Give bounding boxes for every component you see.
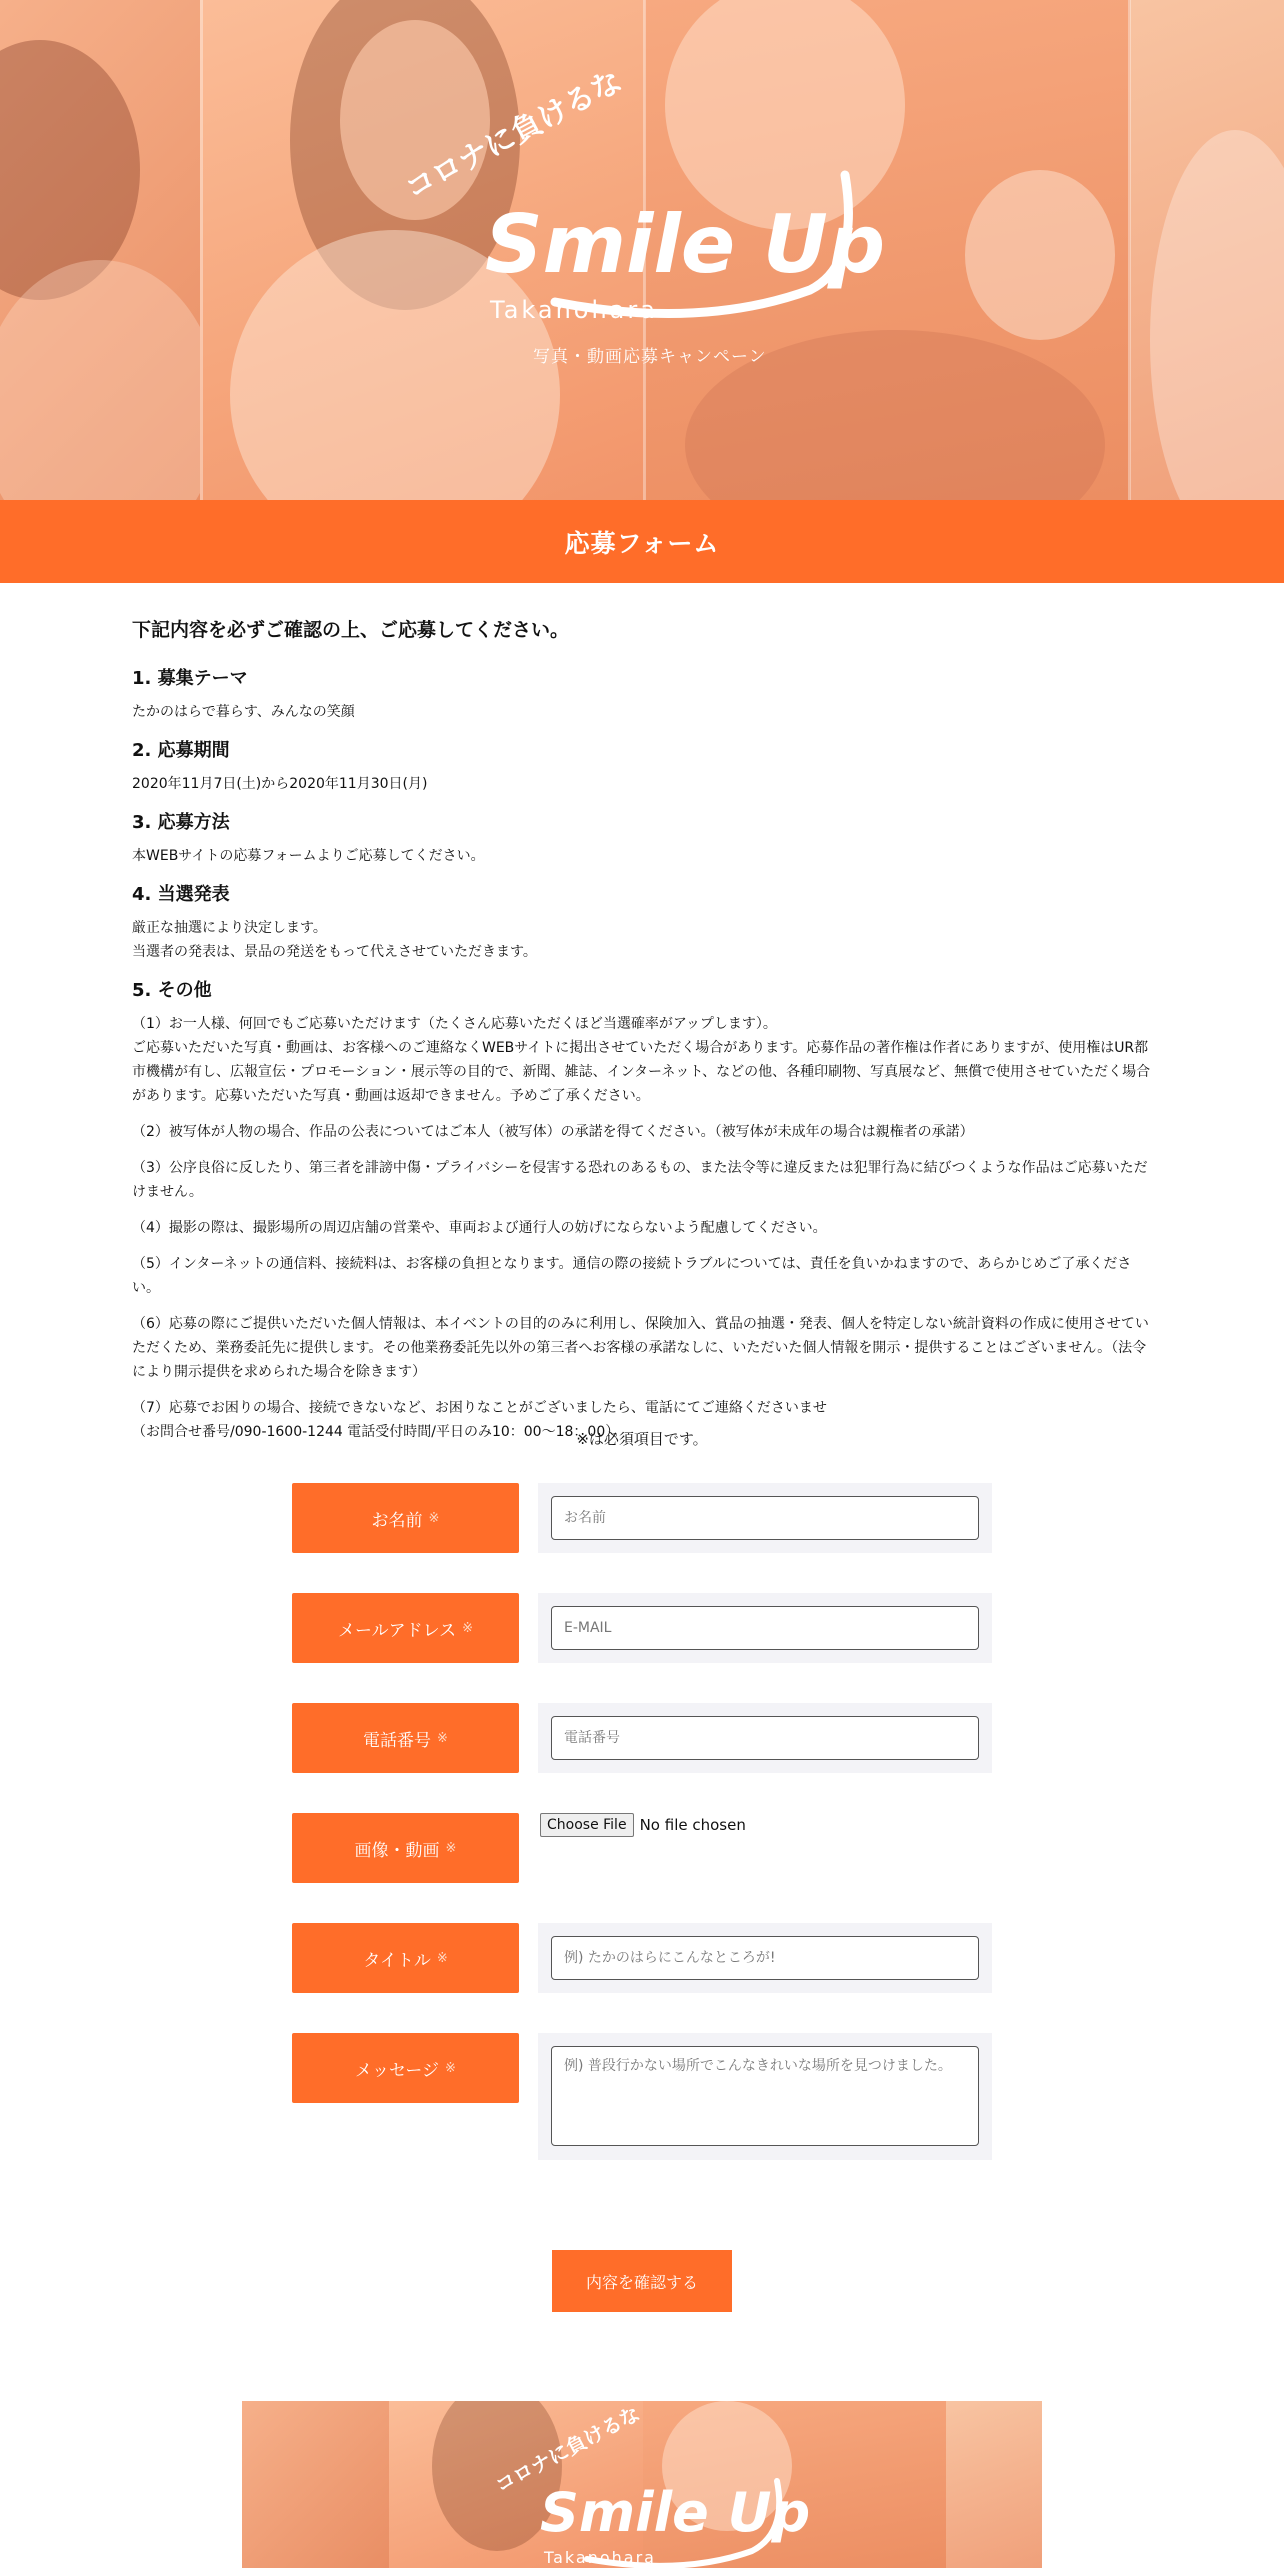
field-label-email xyxy=(292,1593,519,1663)
other-item: （7）応募でお困りの場合、接続できないなど、お困りなことがございましたら、電話にてご連絡くださいませ xyxy=(132,1400,827,1416)
other-item: （5）インターネットの通信料、接続料は、お客様の負担となります。通信の際の接続トラブルについては、責任を負いかねますので、あらかじめご了承ください。 xyxy=(132,1256,1132,1296)
field-box-name xyxy=(538,1483,992,1553)
field-label-title xyxy=(292,1923,519,1993)
label-text: お名前 xyxy=(371,1510,423,1531)
file-upload xyxy=(540,1813,746,1837)
section-heading: 4. 当選発表 xyxy=(132,884,230,905)
footer-banner-image xyxy=(242,2401,1042,2568)
required-mark: ※ xyxy=(428,1510,440,1526)
field-box-message xyxy=(538,2033,992,2160)
section-heading: 3. 応募方法 xyxy=(132,812,230,833)
confirm-submit-button[interactable]: 内容を確認する xyxy=(552,2250,732,2312)
section-text: 厳正な抽選により決定します。 xyxy=(132,920,327,936)
file-status: No file chosen xyxy=(639,1816,746,1834)
section-text: 本WEBサイトの応募フォームよりご応募してください。 xyxy=(132,848,485,864)
required-mark: ※ xyxy=(437,1730,448,1746)
choose-file-button[interactable]: Choose File xyxy=(540,1813,634,1837)
phone-input[interactable] xyxy=(551,1716,979,1760)
message-textarea[interactable] xyxy=(551,2046,979,2146)
terms-section xyxy=(132,583,1152,1444)
logo-main-text: Smile Up xyxy=(485,198,886,291)
form-title: 応募フォーム xyxy=(564,528,720,558)
other-item: ご応募いただいた写真・動画は、お客様へのご連絡なくWEBサイトに掲出させていただく場合があります。応募作品の著作権は作者にありますが、使用権はUR都市機構が有し、広報宣伝・プロモーション・展示等の目的で、新聞、雑誌、インターネット、などの他、各種印刷物、写真展など、無償で使用させていただく場合があります。応募いただいた写真・動画は返却できません。予めご了承ください。 xyxy=(132,1040,1151,1104)
terms-section-period xyxy=(132,736,1152,796)
section-heading: 1. 募集テーマ xyxy=(132,668,248,689)
required-mark: ※ xyxy=(445,1840,457,1856)
section-heading: 2. 応募期間 xyxy=(132,740,230,761)
field-label-name xyxy=(292,1483,519,1553)
form-title-banner xyxy=(0,500,1284,583)
label-text: メールアドレス xyxy=(337,1620,457,1641)
field-label-phone xyxy=(292,1703,519,1773)
required-note: ※は必須項目です。 xyxy=(576,1430,708,1448)
logo-tagline: コロナに負けるな xyxy=(399,63,628,208)
section-text: 当選者の発表は、景品の発送をもって代えさせていただきます。 xyxy=(132,944,537,960)
footer-logo xyxy=(242,2401,1042,2568)
section-heading: 5. その他 xyxy=(132,980,212,1001)
label-text: 電話番号 xyxy=(363,1730,432,1751)
terms-section-method xyxy=(132,808,1152,868)
required-mark: ※ xyxy=(445,2060,456,2076)
name-input[interactable] xyxy=(551,1496,979,1540)
terms-intro: 下記内容を必ずご確認の上、ご応募してください。 xyxy=(132,619,570,641)
email-input[interactable] xyxy=(551,1606,979,1650)
terms-section-announcement xyxy=(132,880,1152,964)
hero-banner xyxy=(0,0,1284,500)
other-item: （3）公序良俗に反したり、第三者を誹謗中傷・プライバシーを侵害する恐れのあるもの、また法令等に違反または犯罪行為に結びつくような作品はご応募いただけません。 xyxy=(132,1160,1148,1200)
other-item: （お問合せ番号/090-1600-1244 電話受付時間/平日のみ10：00〜18：00）。 xyxy=(132,1424,627,1440)
title-input[interactable] xyxy=(551,1936,979,1980)
footer-logo-main: Smile Up xyxy=(540,2481,811,2544)
field-box-email xyxy=(538,1593,992,1663)
section-text: 2020年11月7日(土)から2020年11月30日(月) xyxy=(132,776,428,792)
label-text: メッセージ xyxy=(355,2060,440,2081)
required-mark: ※ xyxy=(436,1950,448,1966)
smile-up-logo xyxy=(0,0,1284,500)
campaign-subtitle: 写真・動画応募キャンペーン xyxy=(533,347,767,367)
other-item: （2）被写体が人物の場合、作品の公表についてはご本人（被写体）の承諾を得てください。（被写体が未成年の場合は親権者の承諾） xyxy=(132,1124,974,1140)
field-box-phone xyxy=(538,1703,992,1773)
field-label-message xyxy=(292,2033,519,2103)
required-mark: ※ xyxy=(462,1620,474,1636)
other-item: （4）撮影の際は、撮影場所の周辺店舗の営業や、車両および通行人の妨げにならないよう配慮してください。 xyxy=(132,1220,827,1236)
field-box-title xyxy=(538,1923,992,1993)
field-label-media xyxy=(292,1813,519,1883)
terms-section-other xyxy=(132,976,1152,1444)
section-text: たかのはらで暮らす、みんなの笑顔 xyxy=(132,704,355,720)
footer-logo-tagline: コロナに負けるな xyxy=(491,2401,644,2498)
label-text: タイトル xyxy=(363,1950,431,1971)
footer-logo-sub: Takanohara xyxy=(544,2548,656,2567)
logo-sub-text: Takanohara xyxy=(490,296,658,324)
other-item: （1）お一人様、何回でもご応募いただけます（たくさん応募いただくほど当選確率がアップします）。 xyxy=(132,1016,777,1032)
other-item: （6）応募の際にご提供いただいた個人情報は、本イベントの目的のみに利用し、保険加入、賞品の抽選・発表、個人を特定しない統計資料の作成に使用させていただくため、業務委託先に提供します。その他業務委託先以外の第三者へお客様の承諾なしに、いただいた個人情報を開示・提供することはございません。（法令により開示提供を求められた場合を除きます） xyxy=(132,1316,1149,1380)
label-text: 画像・動画 xyxy=(354,1840,440,1861)
terms-section-theme xyxy=(132,664,1152,724)
